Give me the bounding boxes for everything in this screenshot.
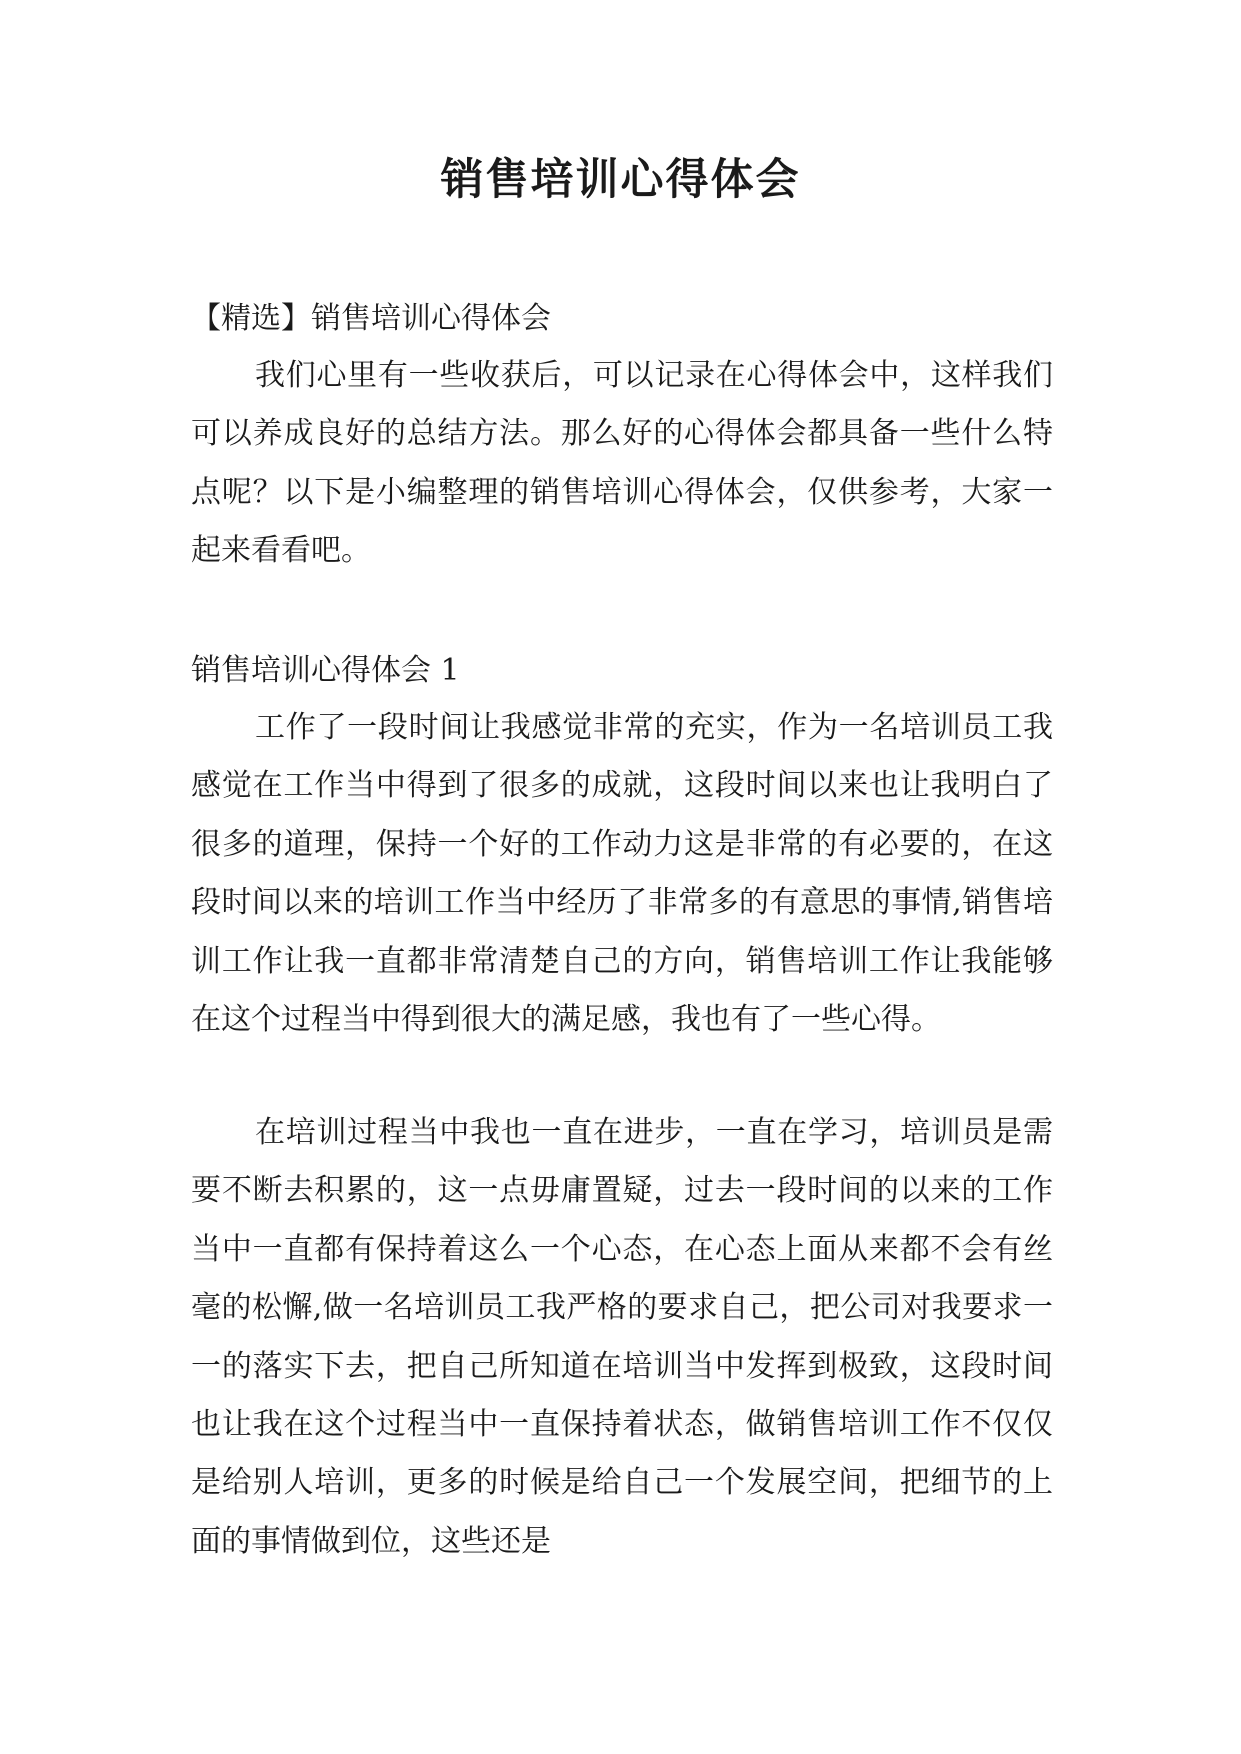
intro-paragraph: 我们心里有一些收获后，可以记录在心得体会中，这样我们可以养成良好的总结方法。那么好的心得体会都具备一些什么特点呢？以下是小编整理的销售培训心得体会，仅供参考，大家一起来看看吧。 — [191, 358, 1053, 569]
document-subtitle: 【精选】销售培训心得体会 — [191, 301, 551, 336]
body-paragraph-1: 工作了一段时间让我感觉非常的充实，作为一名培训员工我感觉在工作当中得到了很多的成就，这段时间以来也让我明白了很多的道理，保持一个好的工作动力这是非常的有必要的，在这段时间以来的培训工作当中经历了非常多的有意思的事情,销售培训工作让我一直都非常清楚自己的方向，销售培训工作让我能够在这个过程当中得到很大的满足感，我也有了一些心得。 — [191, 710, 1053, 1038]
document-title: 销售培训心得体会 — [440, 155, 801, 205]
body-paragraph-2: 在培训过程当中我也一直在进步，一直在学习，培训员是需要不断去积累的，这一点毋庸置疑，过去一段时间的以来的工作当中一直都有保持着这么一个心态，在心态上面从来都不会有丝毫的松懈,做一名培训员工我严格的要求自己，把公司对我要求一一的落实下去，把自己所知道在培训当中发挥到极致，这段时间也让我在这个过程当中一直保持着状态，做销售培训工作不仅仅是给别人培训，更多的时候是给自己一个发展空间，把细节的上面的事情做到位，这些还是 — [191, 1115, 1053, 1559]
section-heading: 销售培训心得体会 1 — [191, 653, 460, 688]
